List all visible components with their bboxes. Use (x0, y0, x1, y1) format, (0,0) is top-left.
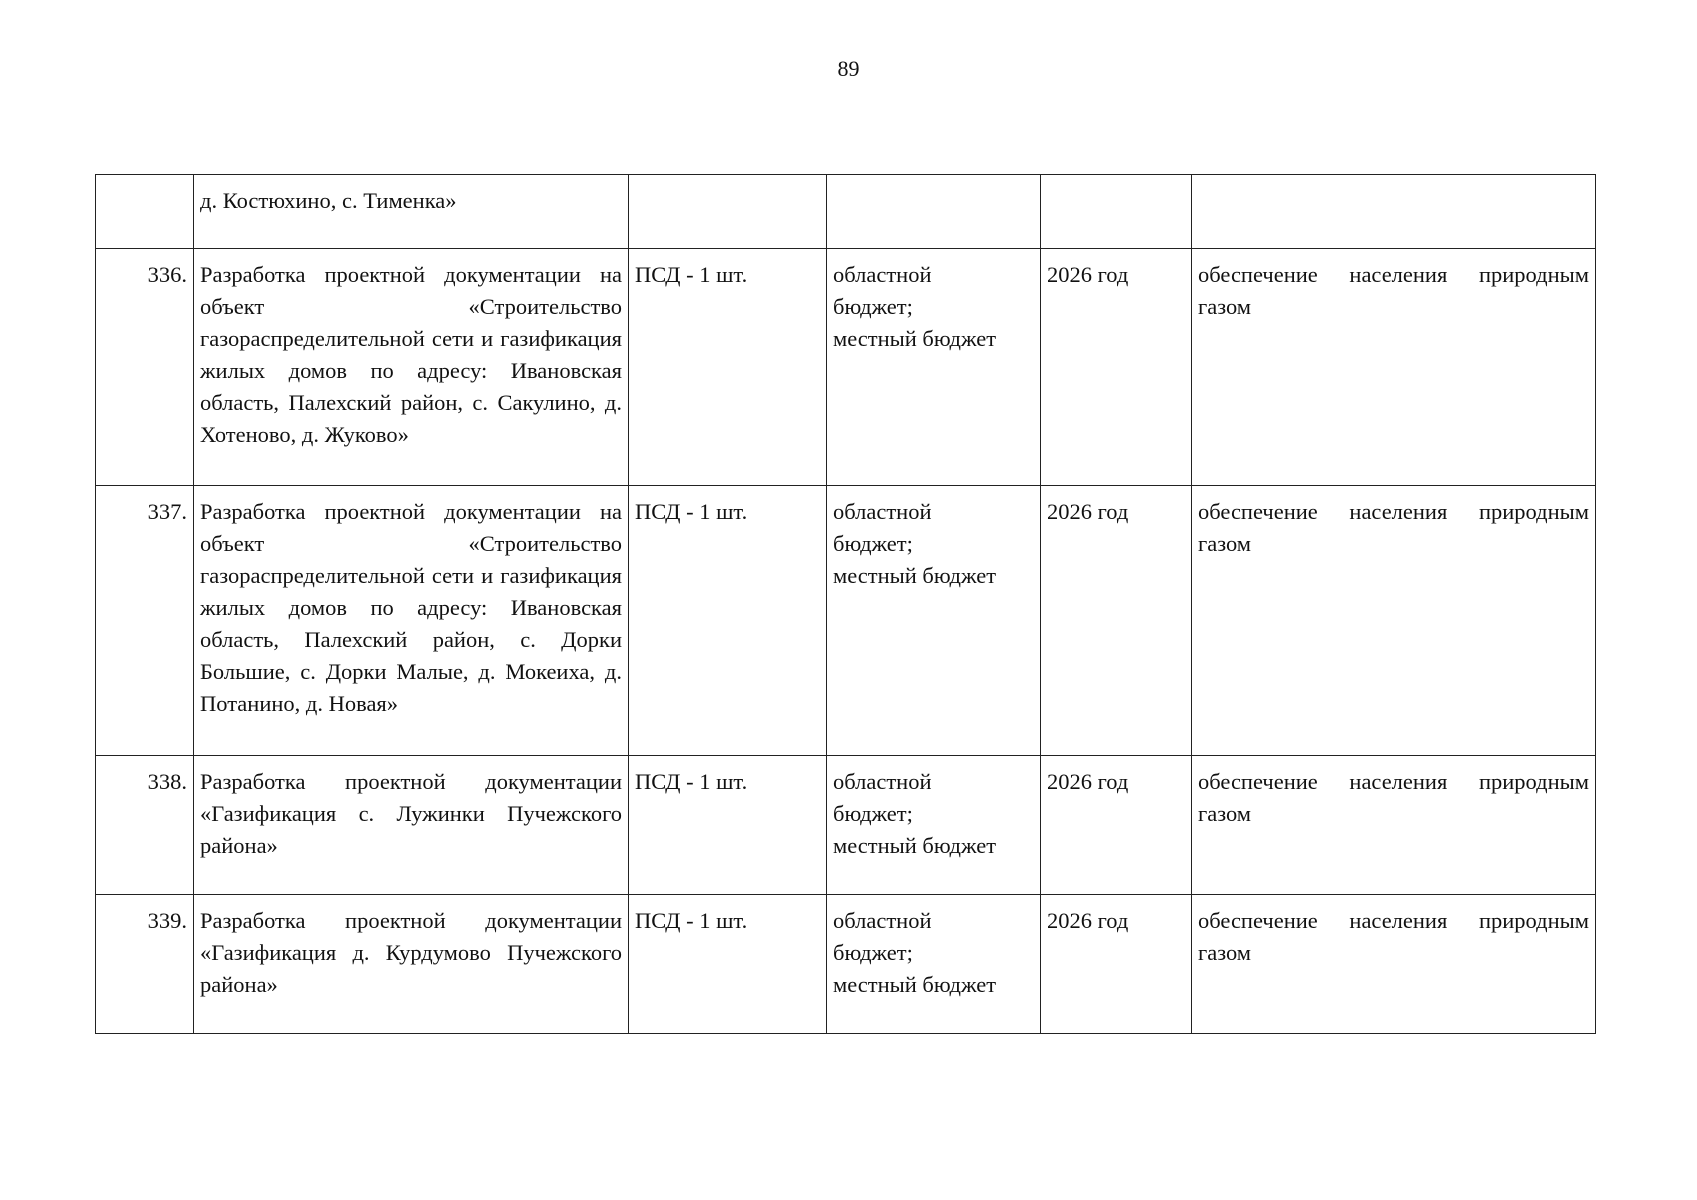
measure-name: Разработка проектной документации на объект «Строительство газораспределительной сети и газификация жилых домов по адресу: Ивановская область, Палехский район, с. Дорки Большие, с. Дорки Малые, д. Мокеиха, д. Потанино, д. Новая» (194, 486, 629, 756)
measure-goal: обеспечение населения природным газом (1192, 249, 1596, 486)
funding-source-line: бюджет; (833, 940, 913, 965)
funding-source (827, 895, 1041, 1034)
measures-table (95, 174, 1596, 1034)
measure-period (1041, 175, 1192, 249)
funding-source-line: областной (833, 262, 932, 287)
measure-name: Разработка проектной документации на объект «Строительство газораспределительной сети и газификация жилых домов по адресу: Ивановская область, Палехский район, с. Сакулино, д. Хотеново, д. Жуково» (194, 249, 629, 486)
row-number: 336. (96, 249, 194, 486)
row-number: 338. (96, 756, 194, 895)
row-number (96, 175, 194, 249)
measure-goal: обеспечение населения природным газом (1192, 895, 1596, 1034)
measure-name: Разработка проектной документации «Газификация д. Курдумово Пучежского района» (194, 895, 629, 1034)
funding-source-line: местный бюджет (833, 326, 997, 351)
funding-source (827, 486, 1041, 756)
page-number: 89 (837, 56, 860, 81)
table-row (96, 895, 1596, 1034)
measure-period: 2026 год (1041, 249, 1192, 486)
funding-source (827, 756, 1041, 895)
row-number: 339. (96, 895, 194, 1034)
table-row (96, 756, 1596, 895)
funding-source-line: местный бюджет (833, 972, 997, 997)
funding-source-line: областной (833, 769, 932, 794)
funding-source (827, 249, 1041, 486)
funding-source-line: областной (833, 908, 932, 933)
funding-source (827, 175, 1041, 249)
measure-result (629, 175, 827, 249)
funding-source-line: местный бюджет (833, 833, 997, 858)
funding-source-line: местный бюджет (833, 563, 997, 588)
funding-source-line: бюджет; (833, 294, 913, 319)
measure-result: ПСД - 1 шт. (629, 486, 827, 756)
funding-source-line: бюджет; (833, 531, 913, 556)
measure-result: ПСД - 1 шт. (629, 249, 827, 486)
measure-name: д. Костюхино, с. Тименка» (194, 175, 629, 249)
funding-source-line: бюджет; (833, 801, 913, 826)
table-row (96, 249, 1596, 486)
funding-source-line: областной (833, 499, 932, 524)
measure-goal: обеспечение населения природным газом (1192, 756, 1596, 895)
measure-goal: обеспечение населения природным газом (1192, 486, 1596, 756)
measure-period: 2026 год (1041, 895, 1192, 1034)
measure-result: ПСД - 1 шт. (629, 895, 827, 1034)
measure-name: Разработка проектной документации «Газификация с. Лужинки Пучежского района» (194, 756, 629, 895)
row-number: 337. (96, 486, 194, 756)
table-row (96, 175, 1596, 249)
measure-period: 2026 год (1041, 756, 1192, 895)
measure-goal (1192, 175, 1596, 249)
measure-period: 2026 год (1041, 486, 1192, 756)
measure-result: ПСД - 1 шт. (629, 756, 827, 895)
table-row (96, 486, 1596, 756)
